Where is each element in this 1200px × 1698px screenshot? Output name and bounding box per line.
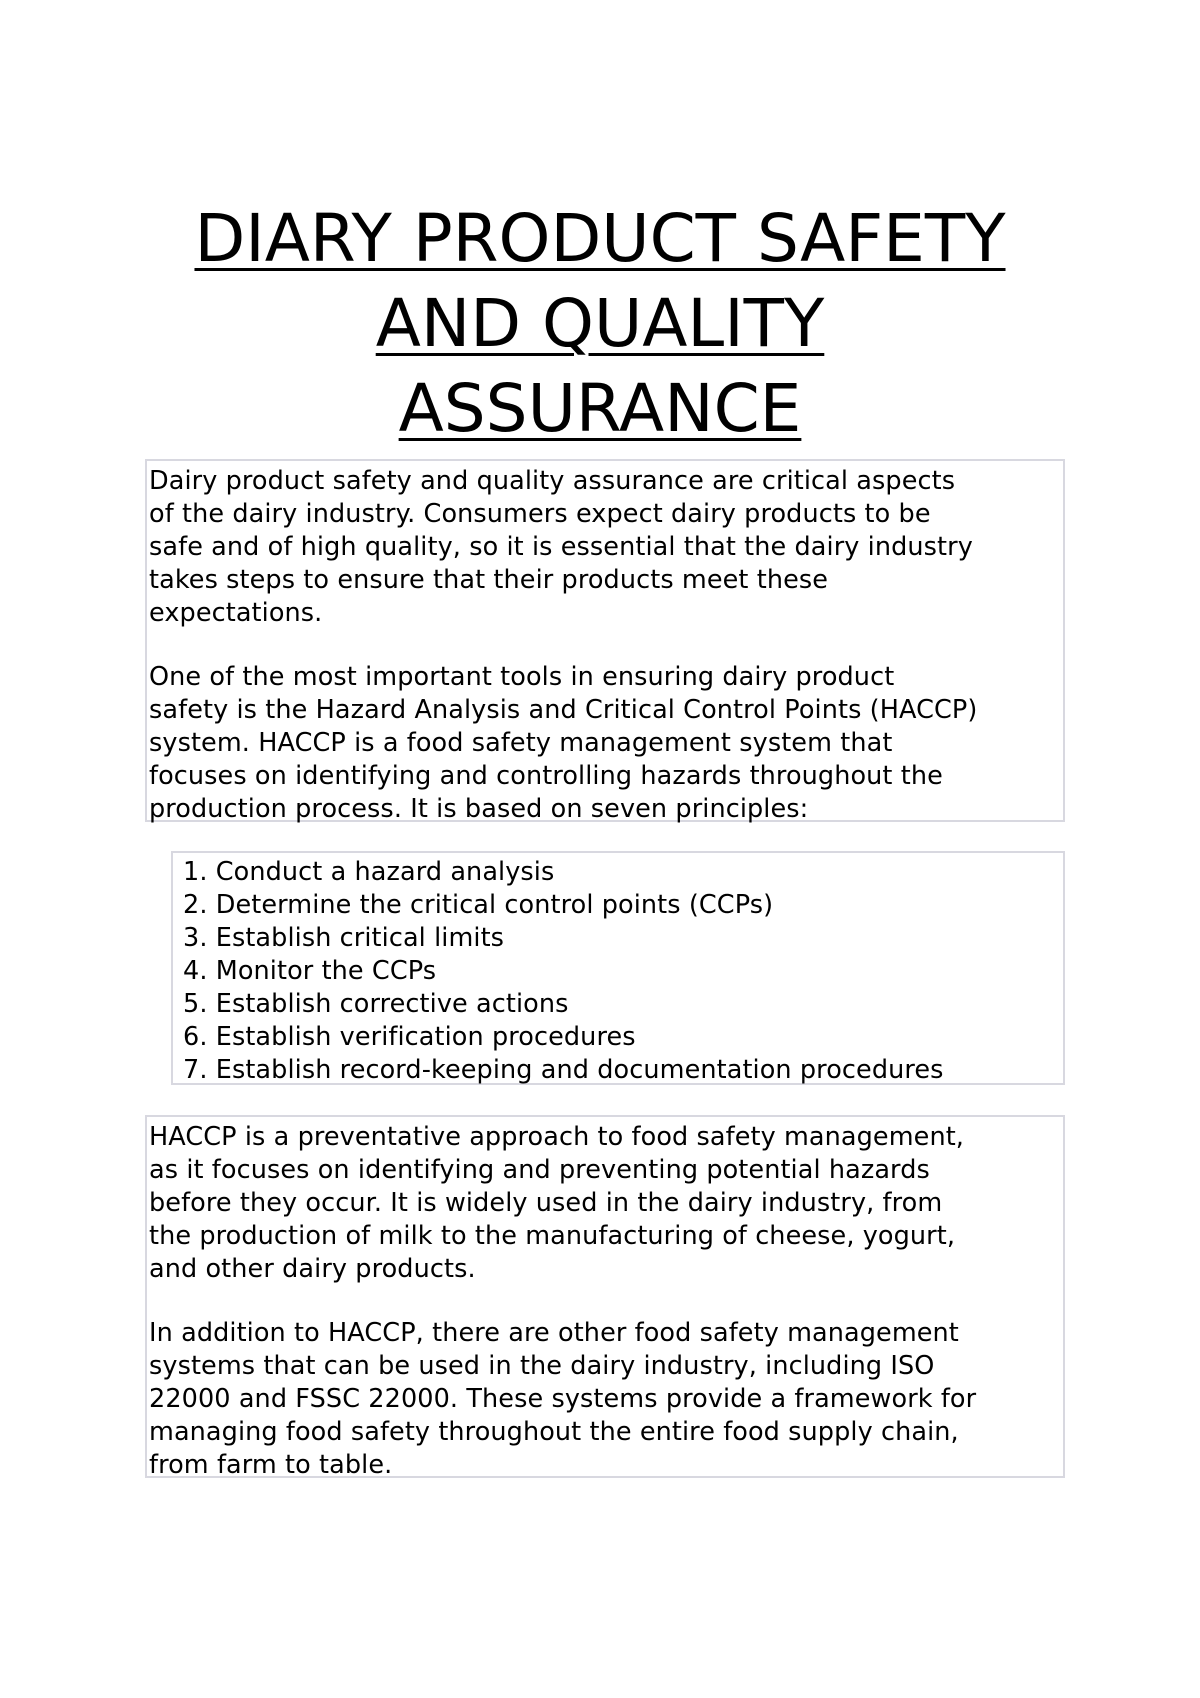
title-line-2: AND QUALITY <box>375 285 825 362</box>
principle-item-2: 2. Determine the critical control points (CCPs) <box>183 890 774 920</box>
principle-item-4: 4. Monitor the CCPs <box>183 956 437 986</box>
principles-list <box>183 856 1063 1087</box>
intro-paragraph-2: One of the most important tools in ensuring dairy product safety is the Hazard Analysis and Critical Control Points (HACCP) system. HACCP is a food safety management system that focuses on identifying and controlling hazards throughout the production process. It is based on seven principles: <box>149 662 978 824</box>
principles-list-box <box>171 851 1065 1085</box>
principle-item-6: 6. Establish verification procedures <box>183 1022 636 1052</box>
principle-item-5: 5. Establish corrective actions <box>183 989 569 1019</box>
principle-item-1: 1. Conduct a hazard analysis <box>183 857 555 887</box>
document-title <box>145 196 1055 451</box>
title-line-1: DIARY PRODUCT SAFETY <box>194 200 1006 277</box>
outro-paragraph-1: HACCP is a preventative approach to food safety management, as it focuses on identifying and preventing potential hazards before they occur. It is widely used in the dairy industry, from the production of milk to the manufacturing of cheese, yogurt, and other dairy products. <box>149 1122 965 1284</box>
principle-item-3: 3. Establish critical limits <box>183 923 505 953</box>
intro-text-box <box>145 459 1065 822</box>
principle-item-7: 7. Establish record-keeping and documentation procedures <box>183 1055 944 1085</box>
outro-text-box <box>145 1115 1065 1478</box>
title-line-3: ASSURANCE <box>398 370 802 447</box>
outro-paragraph-2: In addition to HACCP, there are other food safety management systems that can be used in the dairy industry, including ISO 22000 and FSSC 22000. These systems provide a framework for managing food safety throughout the entire food supply chain, from farm to table. <box>149 1318 977 1480</box>
intro-paragraph-1: Dairy product safety and quality assurance are critical aspects of the dairy industry. Consumers expect dairy products to be safe and of high quality, so it is essential that the dairy industry takes steps to ensure that their products meet these expectations. <box>149 466 973 628</box>
